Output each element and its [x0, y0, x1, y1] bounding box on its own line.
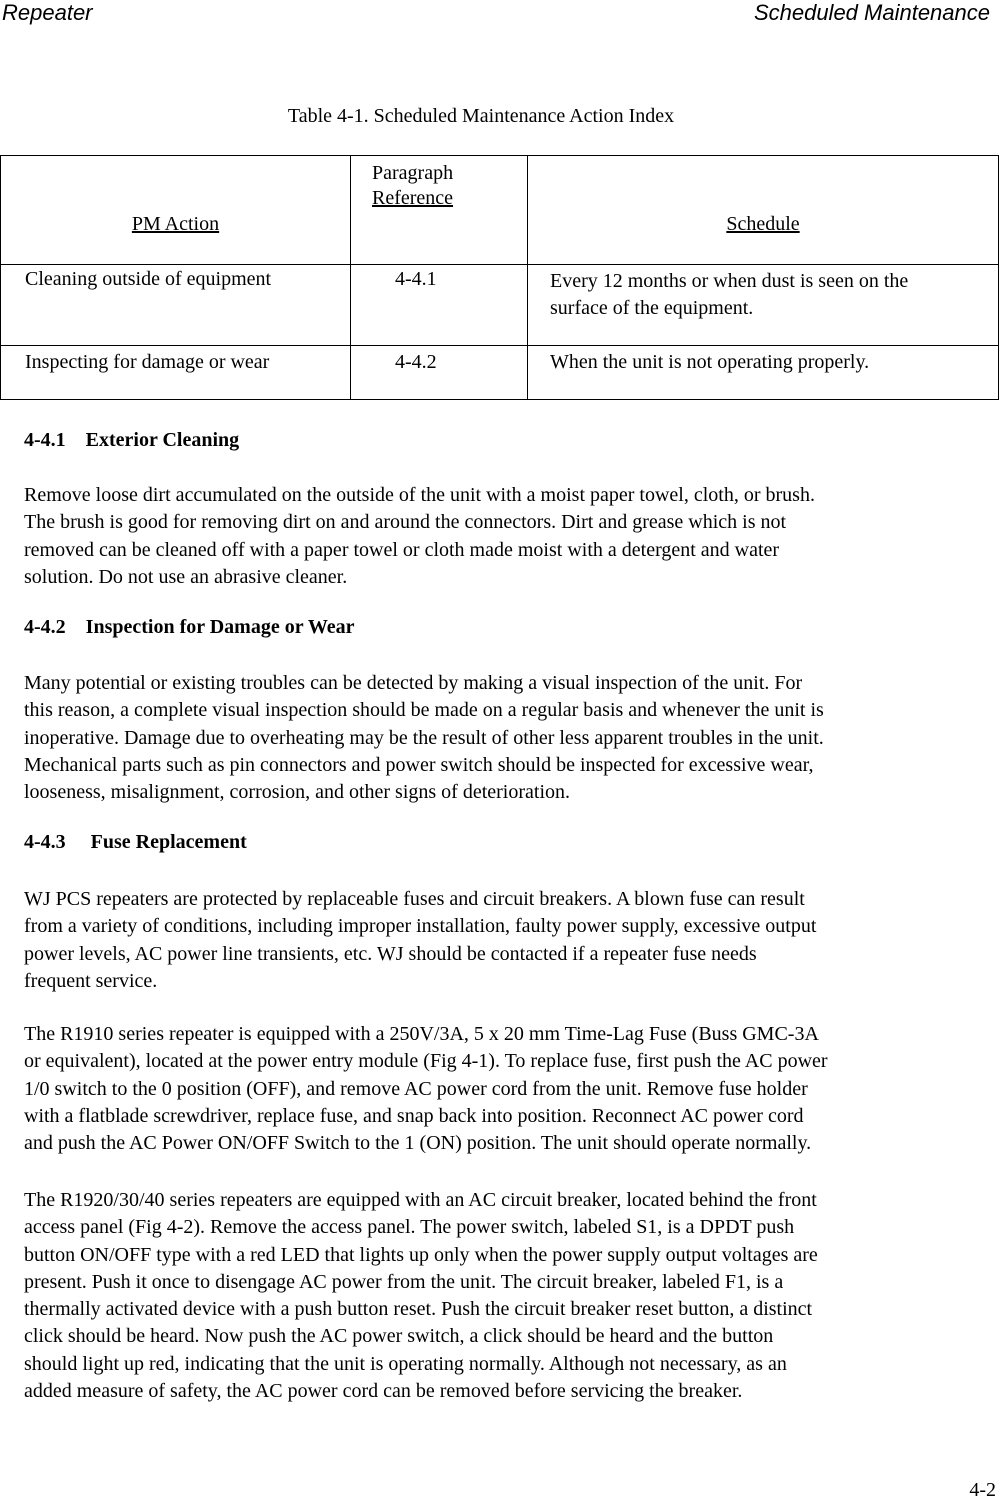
paragraph-line: click should be heard. Now push the AC power switch, a click should be heard and the button — [24, 1325, 774, 1348]
paragraph-line: this reason, a complete visual inspection should be made on a regular basis and whenever the unit is — [24, 699, 824, 722]
running-header-left: Repeater — [2, 0, 93, 25]
running-header-right: Scheduled Maintenance — [753, 0, 990, 25]
paragraph-line: solution. Do not use an abrasive cleaner. — [24, 565, 348, 588]
paragraph-line: thermally activated device with a push button reset. Push the circuit breaker reset button, a distinct — [24, 1298, 813, 1321]
table-header-row — [1, 156, 999, 265]
table-row — [1, 265, 999, 346]
table-caption: Table 4-1. Scheduled Maintenance Action Index — [287, 105, 675, 127]
table-row — [1, 346, 999, 400]
paragraph — [24, 1021, 828, 1157]
paragraph-line: button ON/OFF type with a red LED that lights up only when the power supply output voltages are — [24, 1243, 818, 1266]
paragraph-line: looseness, misalignment, corrosion, and other signs of deterioration. — [24, 781, 571, 804]
paragraph-line: power levels, AC power line transients, etc. WJ should be contacted if a repeater fuse needs — [24, 942, 757, 965]
maintenance-table — [0, 155, 999, 400]
section-heading: 4-4.2 Inspection for Damage or Wear — [24, 616, 355, 638]
section-heading: 4-4.1 Exterior Cleaning — [24, 429, 240, 451]
paragraph-line: should light up red, indicating that the unit is operating normally. Although not necessary, as an — [24, 1352, 787, 1375]
page-number: 4-2 — [969, 1479, 996, 1501]
paragraph-line: frequent service. — [24, 969, 158, 992]
section-heading: 4-4.3 Fuse Replacement — [24, 831, 247, 853]
row-action: Cleaning outside of equipment — [25, 268, 272, 290]
paragraph-line: WJ PCS repeaters are protected by replaceable fuses and circuit breakers. A blown fuse can result — [24, 888, 805, 910]
col-header-pm-action: PM Action — [131, 213, 220, 235]
col-header-schedule: Schedule — [726, 213, 800, 235]
paragraph-line: The R1910 series repeater is equipped with a 250V/3A, 5 x 20 mm Time-Lag Fuse (Buss GMC-3A — [24, 1023, 819, 1045]
paragraph-line: Many potential or existing troubles can be detected by making a visual inspection of the unit. For — [24, 672, 803, 694]
paragraph-line: The R1920/30/40 series repeaters are equipped with an AC circuit breaker, located behind the front — [24, 1189, 817, 1211]
paragraph — [24, 1187, 818, 1405]
paragraph — [24, 670, 824, 806]
row-ref: 4-4.1 — [395, 268, 437, 290]
paragraph-line: access panel (Fig 4-2). Remove the access panel. The power switch, labeled S1, is a DPDT push — [24, 1216, 795, 1239]
paragraph-line: from a variety of conditions, including improper installation, faulty power supply, excessive output — [24, 915, 817, 938]
row-schedule-line: When the unit is not operating properly. — [550, 351, 870, 373]
paragraph-line: added measure of safety, the AC power cord can be removed before servicing the breaker. — [24, 1380, 743, 1403]
row-ref: 4-4.2 — [395, 351, 437, 373]
paragraph-line: removed can be cleaned off with a paper towel or cloth made moist with a detergent and water — [24, 538, 780, 561]
row-schedule-line: Every 12 months or when dust is seen on the — [550, 270, 909, 292]
paragraph-line: The brush is good for removing dirt on and around the connectors. Dirt and grease which is not — [24, 511, 787, 534]
col-header-ref-line2: Reference — [372, 187, 454, 209]
paragraph-line: with a flatblade screwdriver, replace fuse, and snap back into position. Reconnect AC power cord — [24, 1104, 804, 1127]
paragraph — [24, 482, 815, 591]
paragraph-line: Mechanical parts such as pin connectors and power switch should be inspected for excessive wear, — [24, 753, 814, 776]
paragraph-line: inoperative. Damage due to overheating may be the result of other less apparent troubles in the unit. — [24, 726, 824, 749]
paragraph — [24, 886, 816, 995]
row-action: Inspecting for damage or wear — [25, 351, 270, 373]
paragraph-line: 1/0 switch to the 0 position (OFF), and remove AC power cord from the unit. Remove fuse holder — [24, 1077, 808, 1100]
row-schedule-line: surface of the equipment. — [550, 297, 754, 319]
col-header-ref-line1: Paragraph — [372, 162, 454, 184]
paragraph-line: or equivalent), located at the power entry module (Fig 4-1). To replace fuse, first push the AC power — [24, 1050, 828, 1073]
paragraph-line: Remove loose dirt accumulated on the outside of the unit with a moist paper towel, cloth, or brush. — [24, 484, 815, 506]
paragraph-line: and push the AC Power ON/OFF Switch to the 1 (ON) position. The unit should operate normally. — [24, 1132, 812, 1155]
paragraph-line: present. Push it once to disengage AC power from the unit. The circuit breaker, labeled F1, is a — [24, 1270, 784, 1293]
